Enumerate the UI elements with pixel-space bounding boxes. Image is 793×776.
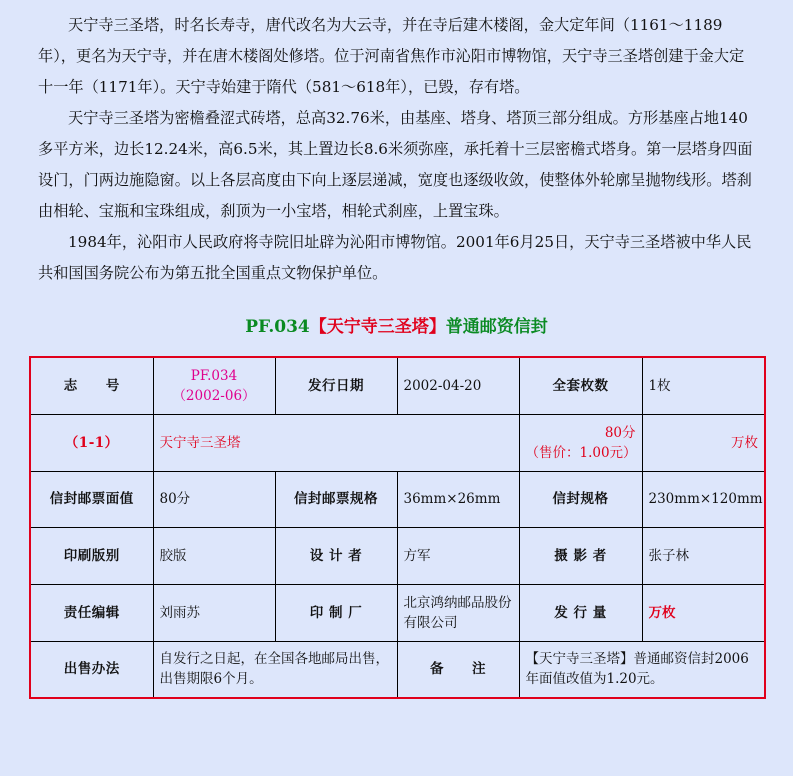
table-row <box>30 527 765 584</box>
title-code: PF.034 <box>245 317 310 337</box>
photographer: 张子林 <box>642 527 765 584</box>
label-circulation: 发 行 量 <box>519 584 642 641</box>
label-photographer: 摄 影 者 <box>519 527 642 584</box>
label-designer: 设 计 者 <box>275 527 397 584</box>
zhihao-value <box>153 357 275 414</box>
section-title <box>0 312 793 337</box>
intro-paragraph-2: 天宁寺三圣塔为密檐叠涩式砖塔，总高32.76米，由基座、塔身、塔顶三部分组成。方形基座占地140多平方米，边长12.24米，高6.5米，其上置边长8.6米须弥座，承托着十三层密檐式塔身。第一层塔身四面设门，门两边施隐窗。以上各层高度由下向上逐层递减，宽度也逐级收敛，使整体外轮廓呈抛物线形。塔刹由相轮、宝瓶和宝珠组成，刹顶为一小宝塔，相轮式刹座，上置宝珠。 <box>38 109 753 220</box>
sale-method: 自发行之日起，在全国各地邮局出售，出售期限6个月。 <box>153 641 397 698</box>
label-printer: 印 制 厂 <box>275 584 397 641</box>
intro-text <box>38 10 758 289</box>
label-sale: 出售办法 <box>30 641 153 698</box>
zhihao-code: PF.034 <box>190 367 238 384</box>
table-row <box>30 471 765 527</box>
item-no: （1-1） <box>30 414 153 471</box>
stamp-info-table <box>29 356 766 699</box>
table-row <box>30 641 765 698</box>
label-set-count: 全套枚数 <box>519 357 642 414</box>
env-size: 230mm×120mm <box>642 471 765 527</box>
label-issue-date: 发行日期 <box>275 357 397 414</box>
table-row <box>30 414 765 471</box>
table-row <box>30 584 765 641</box>
editor: 刘雨苏 <box>153 584 275 641</box>
label-remark: 备 注 <box>397 641 519 698</box>
remark: 【天宁寺三圣塔】普通邮资信封2006年面值改值为1.20元。 <box>519 641 765 698</box>
circulation: 万枚 <box>642 584 765 641</box>
designer: 方军 <box>397 527 519 584</box>
label-zhihao: 志 号 <box>30 357 153 414</box>
title-rest: 普通邮资信封 <box>445 317 548 337</box>
label-face-value: 信封邮票面值 <box>30 471 153 527</box>
label-editor: 责任编辑 <box>30 584 153 641</box>
title-name: 【天宁寺三圣塔】 <box>309 317 446 337</box>
intro-paragraph-3: 1984年，沁阳市人民政府将寺院旧址辟为沁阳市博物馆。2001年6月25日，天宁寺三圣塔被中华人民共和国国务院公布为第五批全国重点文物保护单位。 <box>38 233 752 282</box>
label-stamp-size: 信封邮票规格 <box>275 471 397 527</box>
issue-date: 2002-04-20 <box>397 357 519 414</box>
label-env-size: 信封规格 <box>519 471 642 527</box>
face-value: 80分 <box>153 471 275 527</box>
item-value: 80分 <box>604 424 636 441</box>
stamp-size: 36mm×26mm <box>397 471 519 527</box>
print-type: 胶版 <box>153 527 275 584</box>
label-print: 印刷版别 <box>30 527 153 584</box>
set-count: 1枚 <box>642 357 765 414</box>
table-row <box>30 357 765 414</box>
item-price: （售价：1.00元） <box>525 444 637 461</box>
item-qty: 万枚 <box>642 414 765 471</box>
intro-paragraph-1: 天宁寺三圣塔，时名长寿寺，唐代改名为大云寺，并在寺后建木楼阁，金大定年间（1161～1189年），更名为天宁寺，并在唐木楼阁处修塔。位于河南省焦作市沁阳市博物馆，天宁寺三圣塔创建于金大定十一年（1171年）。天宁寺始建于隋代（581～618年），已毁，存有塔。 <box>38 16 745 96</box>
printer: 北京鸿纳邮品股份有限公司 <box>397 584 519 641</box>
item-name: 天宁寺三圣塔 <box>153 414 519 471</box>
zhihao-year: （2002-06） <box>172 387 256 404</box>
item-value-cell <box>519 414 642 471</box>
